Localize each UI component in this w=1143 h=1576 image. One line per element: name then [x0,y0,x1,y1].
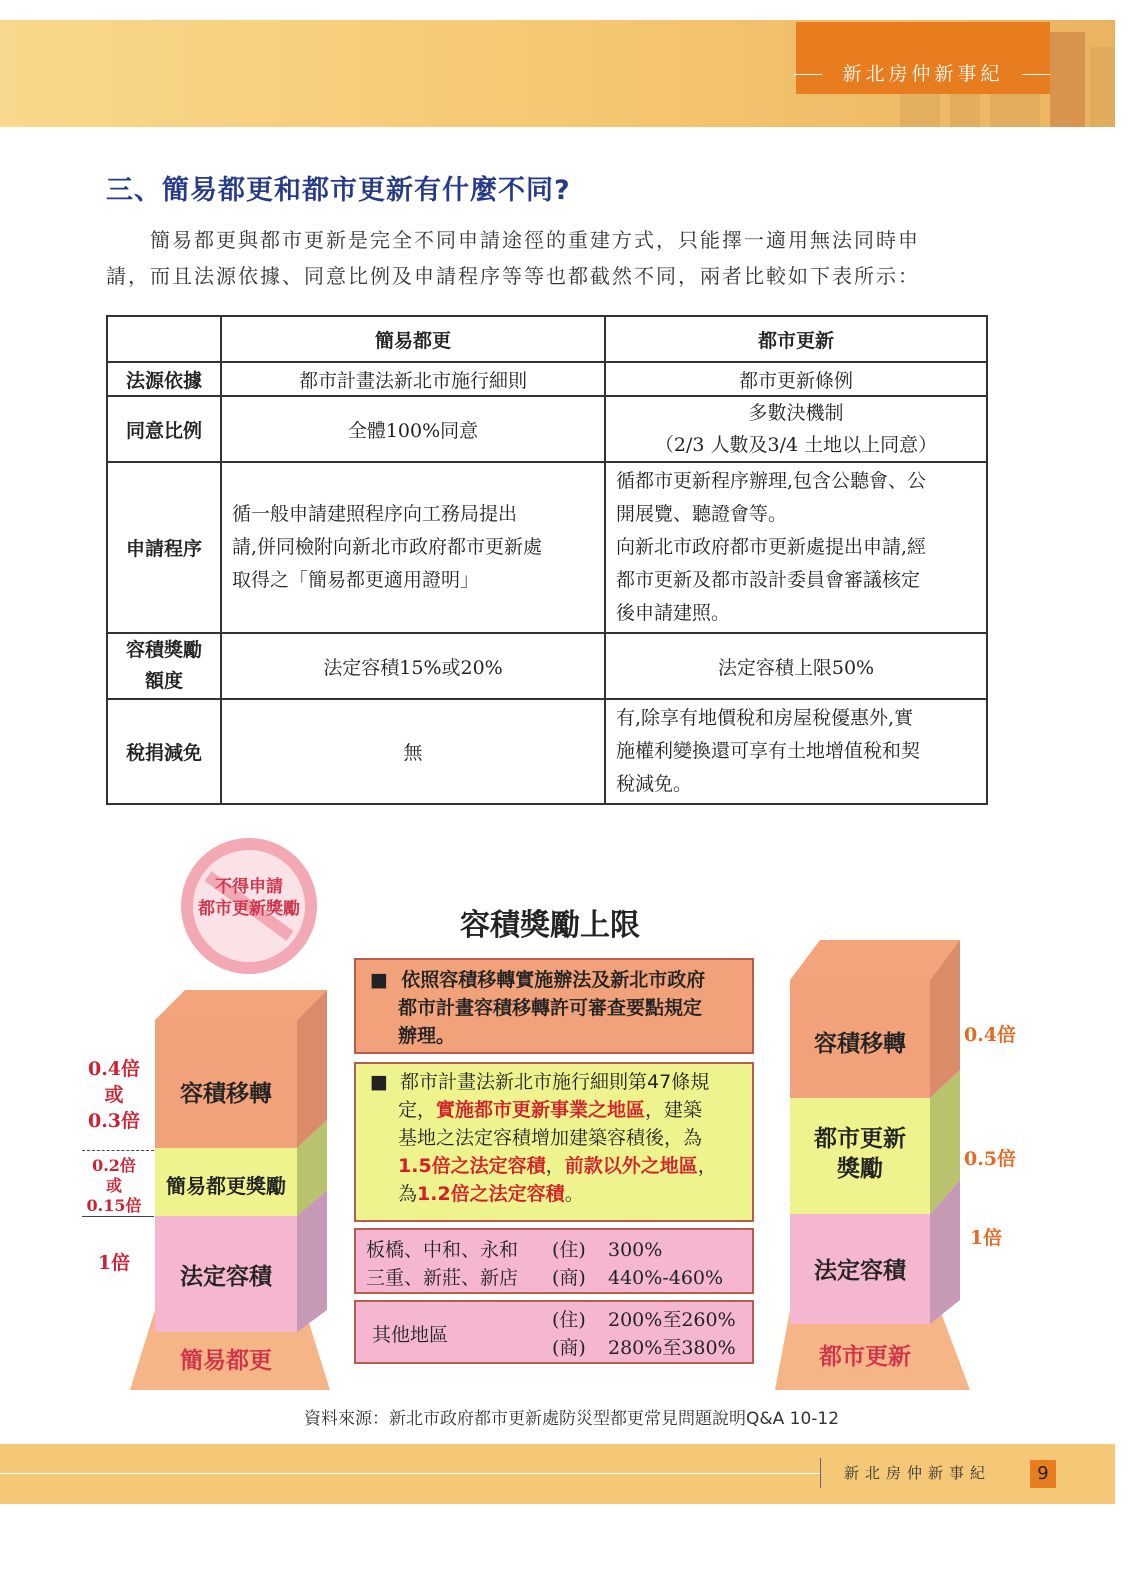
cell-simple-tax: 無 [221,699,605,804]
mult-text: 0.3倍 [87,1110,141,1132]
cell-text-line: 開展覽、聽證會等。 [616,503,788,525]
table-header-urban: 都市更新 [605,316,987,362]
diagram-title: 容積獎勵上限 [460,908,640,943]
far-tag: (住) [552,1309,586,1331]
far-area-text: 三重、新莊、新店 [366,1267,519,1289]
simple-base-label: 簡易都更 [180,1348,272,1374]
cell-urban-consent-line: 多數決機制 [748,402,844,424]
urban-mult-base: 1倍 [969,1227,1003,1249]
simple-layer-transfer-label: 容積移轉 [180,1081,272,1107]
far-tag: (商) [552,1337,586,1359]
urban-layer-bonus-text: 獎勵 [837,1156,883,1182]
cell-simple-consent: 全體100%同意 [221,396,605,462]
header-magazine-title: 新北房仲新事紀 [796,60,1050,88]
row-label-line: 容積獎勵 [125,639,202,661]
row-label-line: 額度 [144,670,183,692]
simple-layer-legal-label: 法定容積 [180,1264,272,1290]
mult-text: 或 [105,1176,122,1195]
box-line [370,1180,742,1208]
far-value: 440%-460% [608,1267,724,1289]
page-number: 9 [1030,1460,1056,1488]
simple-mult-top [82,1056,146,1134]
cell-text-line: 施權利變換還可享有土地增值稅和契 [616,740,921,762]
far-table-box-2 [354,1300,754,1364]
footer-separator [820,1458,821,1488]
transfer-rule-box [354,958,754,1054]
urban-layer-bonus-label [790,1124,930,1184]
box-text: ， [545,1155,565,1177]
divider [82,1150,154,1151]
cell-urban-bonus: 法定容積上限50% [605,633,987,699]
simple-mult-base: 1倍 [97,1252,131,1274]
row-label-procedure: 申請程序 [107,462,221,633]
box-line [370,1152,742,1180]
far-areas [366,1236,518,1292]
box-text: 定， [398,1099,437,1121]
mult-text: 0.15倍 [86,1196,142,1215]
section-heading: 三、簡易都更和都市更新有什麼不同? [106,175,571,206]
box-line: ■ 依照容積移轉實施辦法及新北市政府 [370,969,706,991]
urban-layer-transfer-label: 容積移轉 [814,1031,906,1057]
far-tags [552,1306,586,1362]
far-area-text: 板橋、中和、永和 [366,1239,519,1261]
box-highlight: 1.2倍之法定容積 [417,1183,565,1205]
row-label-tax: 稅捐減免 [107,699,221,804]
cell-text-line: 循一般申請建照程序向工務局提出 [232,503,518,525]
box-line [370,1096,742,1124]
simple-layer-bonus-label: 簡易都更獎勵 [166,1174,286,1198]
far-value: 280%至380% [608,1337,736,1359]
box-text: 依照容積移轉實施辦法及新北市政府 [401,969,706,991]
far-tag: (住) [552,1239,586,1261]
urban-layer-legal-label: 法定容積 [814,1258,906,1284]
row-label-consent: 同意比例 [107,396,221,462]
simple-mult-mid [82,1156,146,1216]
far-value: 300% [608,1239,663,1261]
no-apply-line: 不得申請 [215,877,283,897]
cell-urban-legal-basis: 都市更新條例 [605,362,987,396]
cell-text-line: 稅減免。 [616,773,693,795]
far-tags [552,1236,586,1292]
footer-magazine-title: 新北房仲新事紀 [844,1464,992,1482]
box-line: ■ 都市計畫法新北市施行細則第47條規 [370,1071,710,1093]
box-text: 。 [564,1183,584,1205]
far-tag: (商) [552,1267,586,1289]
box-text: 都市計畫法新北市施行細則第47條規 [400,1071,710,1093]
cell-text-line: 有,除享有地價稅和房屋稅優惠外,實 [616,707,914,729]
far-value: 200%至260% [608,1309,736,1331]
urban-layer-bonus-text: 都市更新 [814,1126,906,1152]
box-text: ，建築 [645,1099,703,1121]
box-highlight: 前款以外之地區 [564,1155,698,1177]
cell-simple-bonus: 法定容積15%或20% [221,633,605,699]
cell-text-line: 請,併同檢附向新北市政府都市更新處 [232,536,543,558]
divider [82,1216,154,1217]
urban-mult-top: 0.4倍 [963,1024,1017,1046]
urban-bonus-rule-box [354,1062,754,1222]
intro-line-1: 簡易都更與都市更新是完全不同申請途徑的重建方式，只能擇一適用無法同時申 [106,228,920,252]
cell-text-line: 向新北市政府都市更新處提出申請,經 [616,536,927,558]
far-area-text: 其他地區 [372,1324,449,1346]
no-apply-line: 都市更新獎勵 [198,899,300,919]
far-table-box-1 [354,1228,754,1294]
mult-text: 0.2倍 [92,1156,136,1175]
box-highlight: 實施都市更新事業之地區 [436,1099,646,1121]
row-label-legal-basis: 法源依據 [107,362,221,396]
urban-mult-mid: 0.5倍 [963,1148,1017,1170]
no-apply-label [178,876,320,920]
table-header-simple: 簡易都更 [221,316,605,362]
box-text: 為 [398,1183,418,1205]
cell-text-line: 後申請建照。 [616,602,731,624]
far-values [608,1306,736,1362]
source-note: 資料來源：新北市政府都市更新處防災型都更常見問題說明Q&A 10-12 [303,1409,840,1429]
box-text: ， [697,1155,717,1177]
urban-base-label: 都市更新 [819,1344,911,1370]
box-line: 辦理。 [398,1025,456,1047]
cell-simple-legal-basis: 都市計畫法新北市施行細則 [221,362,605,396]
cell-text-line: 都市更新及都市設計委員會審議核定 [616,569,921,591]
far-values [608,1236,723,1292]
box-line: 都市計畫容積移轉許可審查要點規定 [398,997,703,1019]
mult-text: 或 [104,1084,124,1106]
box-highlight: 1.5倍之法定容積 [398,1155,546,1177]
box-line: 基地之法定容積增加建築容積後，為 [398,1127,703,1149]
intro-line-2: 請，而且法源依據、同意比例及申請程序等等也都截然不同，兩者比較如下表所示： [106,264,920,288]
footer-banner [0,1444,1115,1504]
footer-rule [0,1473,820,1474]
cell-text-line: 取得之「簡易都更適用證明」 [232,569,480,591]
mult-text: 0.4倍 [87,1058,141,1080]
cell-urban-consent-line: （2/3 人數及3/4 土地以上同意） [654,434,938,456]
cell-text-line: 循都市更新程序辦理,包含公聽會、公 [616,470,927,492]
